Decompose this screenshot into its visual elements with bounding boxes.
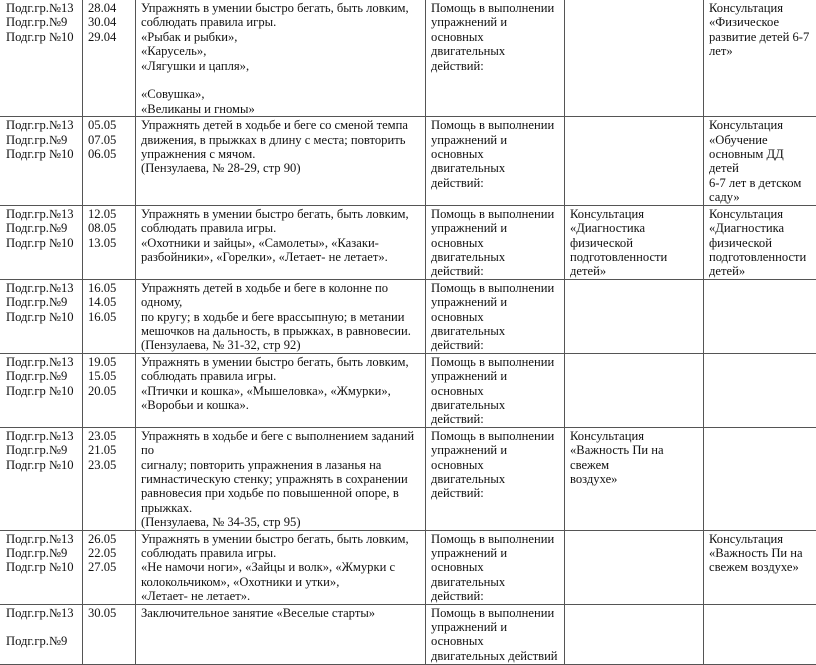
table-row xyxy=(0,279,816,353)
help-cell: Помощь в выполнении упражнений и основных двигательных действий: xyxy=(426,279,565,353)
content-cell: Упражнять в умении быстро бегать, быть ловким, соблюдать правила игры. «Рыбак и рыбки», «Карусель», «Лягушки и цапля», «Совушка», «Великаны и гномы» xyxy=(136,0,426,117)
consultation-cell-1: Консультация «Диагностика физической подготовленности детей» xyxy=(565,205,704,279)
consultation-cell-2: Консультация «Обучение основным ДД детей 6-7 лет в детском саду» xyxy=(704,117,816,205)
consultation-cell-1 xyxy=(565,117,704,205)
dates-cell: 30.05 xyxy=(83,604,136,664)
dates-cell: 23.05 21.05 23.05 xyxy=(83,427,136,530)
consultation-cell-2 xyxy=(704,353,816,427)
help-cell: Помощь в выполнении упражнений и основных двигательных действий xyxy=(426,604,565,664)
table-row xyxy=(0,530,816,604)
consultation-cell-1 xyxy=(565,353,704,427)
help-cell: Помощь в выполнении упражнений и основных двигательных действий: xyxy=(426,530,565,604)
consultation-cell-1 xyxy=(565,530,704,604)
consultation-cell-1: Консультация «Важность Пи на свежем воздухе» xyxy=(565,427,704,530)
group-cell: Подг.гр.№13 Подг.гр.№9 Подг.гр №10 xyxy=(0,279,83,353)
dates-cell: 05.05 07.05 06.05 xyxy=(83,117,136,205)
consultation-cell-1 xyxy=(565,604,704,664)
consultation-cell-1 xyxy=(565,0,704,117)
table-row xyxy=(0,353,816,427)
content-cell: Заключительное занятие «Веселые старты» xyxy=(136,604,426,664)
consultation-cell-2: Консультация «Физическое развитие детей 6-7 лет» xyxy=(704,0,816,117)
dates-cell: 19.05 15.05 20.05 xyxy=(83,353,136,427)
dates-cell: 28.04 30.04 29.04 xyxy=(83,0,136,117)
table-row xyxy=(0,0,816,117)
table-row xyxy=(0,205,816,279)
help-cell: Помощь в выполнении упражнений и основных двигательных действий: xyxy=(426,117,565,205)
content-cell: Упражнять в ходьбе и беге с выполнением заданий по сигналу; повторить упражнения в лазанья на гимнастическую стенку; упражнять в сохранении равновесия при ходьбе по повышенной опоре, в прыжках. (Пензулаева, № 34-35, стр 95) xyxy=(136,427,426,530)
help-cell: Помощь в выполнении упражнений и основных двигательных действий: xyxy=(426,205,565,279)
consultation-cell-2 xyxy=(704,427,816,530)
group-cell: Подг.гр.№13 Подг.гр.№9 Подг.гр №10 xyxy=(0,530,83,604)
content-cell: Упражнять в умении быстро бегать, быть ловким, соблюдать правила игры. «Птички и кошка», «Мышеловка», «Жмурки», «Воробьи и кошка». xyxy=(136,353,426,427)
dates-cell: 26.05 22.05 27.05 xyxy=(83,530,136,604)
consultation-cell-2: Консультация «Диагностика физической подготовленности детей» xyxy=(704,205,816,279)
table-row xyxy=(0,117,816,205)
help-cell: Помощь в выполнении упражнений и основных двигательных действий: xyxy=(426,0,565,117)
help-cell: Помощь в выполнении упражнений и основных двигательных действий: xyxy=(426,353,565,427)
content-cell: Упражнять детей в ходьбе и беге со сменой темпа движения, в прыжках в длину с места; повторить упражнения с мячом. (Пензулаева, № 28-29, стр 90) xyxy=(136,117,426,205)
dates-cell: 12.05 08.05 13.05 xyxy=(83,205,136,279)
table-row xyxy=(0,427,816,530)
content-cell: Упражнять детей в ходьбе и беге в колонне по одному, по кругу; в ходьбе и беге врассыпную; в метании мешочков на дальность, в прыжках, в равновесии. (Пензулаева, № 31-32, стр 92) xyxy=(136,279,426,353)
group-cell: Подг.гр.№13 Подг.гр.№9 Подг.гр №10 xyxy=(0,205,83,279)
group-cell: Подг.гр.№13 Подг.гр.№9 Подг.гр №10 xyxy=(0,353,83,427)
group-cell: Подг.гр.№13 Подг.гр.№9 Подг.гр №10 xyxy=(0,0,83,117)
consultation-cell-2 xyxy=(704,604,816,664)
consultation-cell-1 xyxy=(565,279,704,353)
help-cell: Помощь в выполнении упражнений и основных двигательных действий: xyxy=(426,427,565,530)
consultation-cell-2: Консультация «Важность Пи на свежем воздухе» xyxy=(704,530,816,604)
content-cell: Упражнять в умении быстро бегать, быть ловким, соблюдать правила игры. «Охотники и зайцы», «Самолеты», «Казаки- разбойники», «Горелки», «Летает- не летает». xyxy=(136,205,426,279)
consultation-cell-2 xyxy=(704,279,816,353)
dates-cell: 16.05 14.05 16.05 xyxy=(83,279,136,353)
table-row xyxy=(0,604,816,664)
content-cell: Упражнять в умении быстро бегать, быть ловким, соблюдать правила игры. «Не намочи ноги», «Зайцы и волк», «Жмурки с колокольчиком», «Охотники и утки», «Летает- не летает». xyxy=(136,530,426,604)
group-cell: Подг.гр.№13 Подг.гр.№9 xyxy=(0,604,83,664)
group-cell: Подг.гр.№13 Подг.гр.№9 Подг.гр №10 xyxy=(0,427,83,530)
group-cell: Подг.гр.№13 Подг.гр.№9 Подг.гр №10 xyxy=(0,117,83,205)
